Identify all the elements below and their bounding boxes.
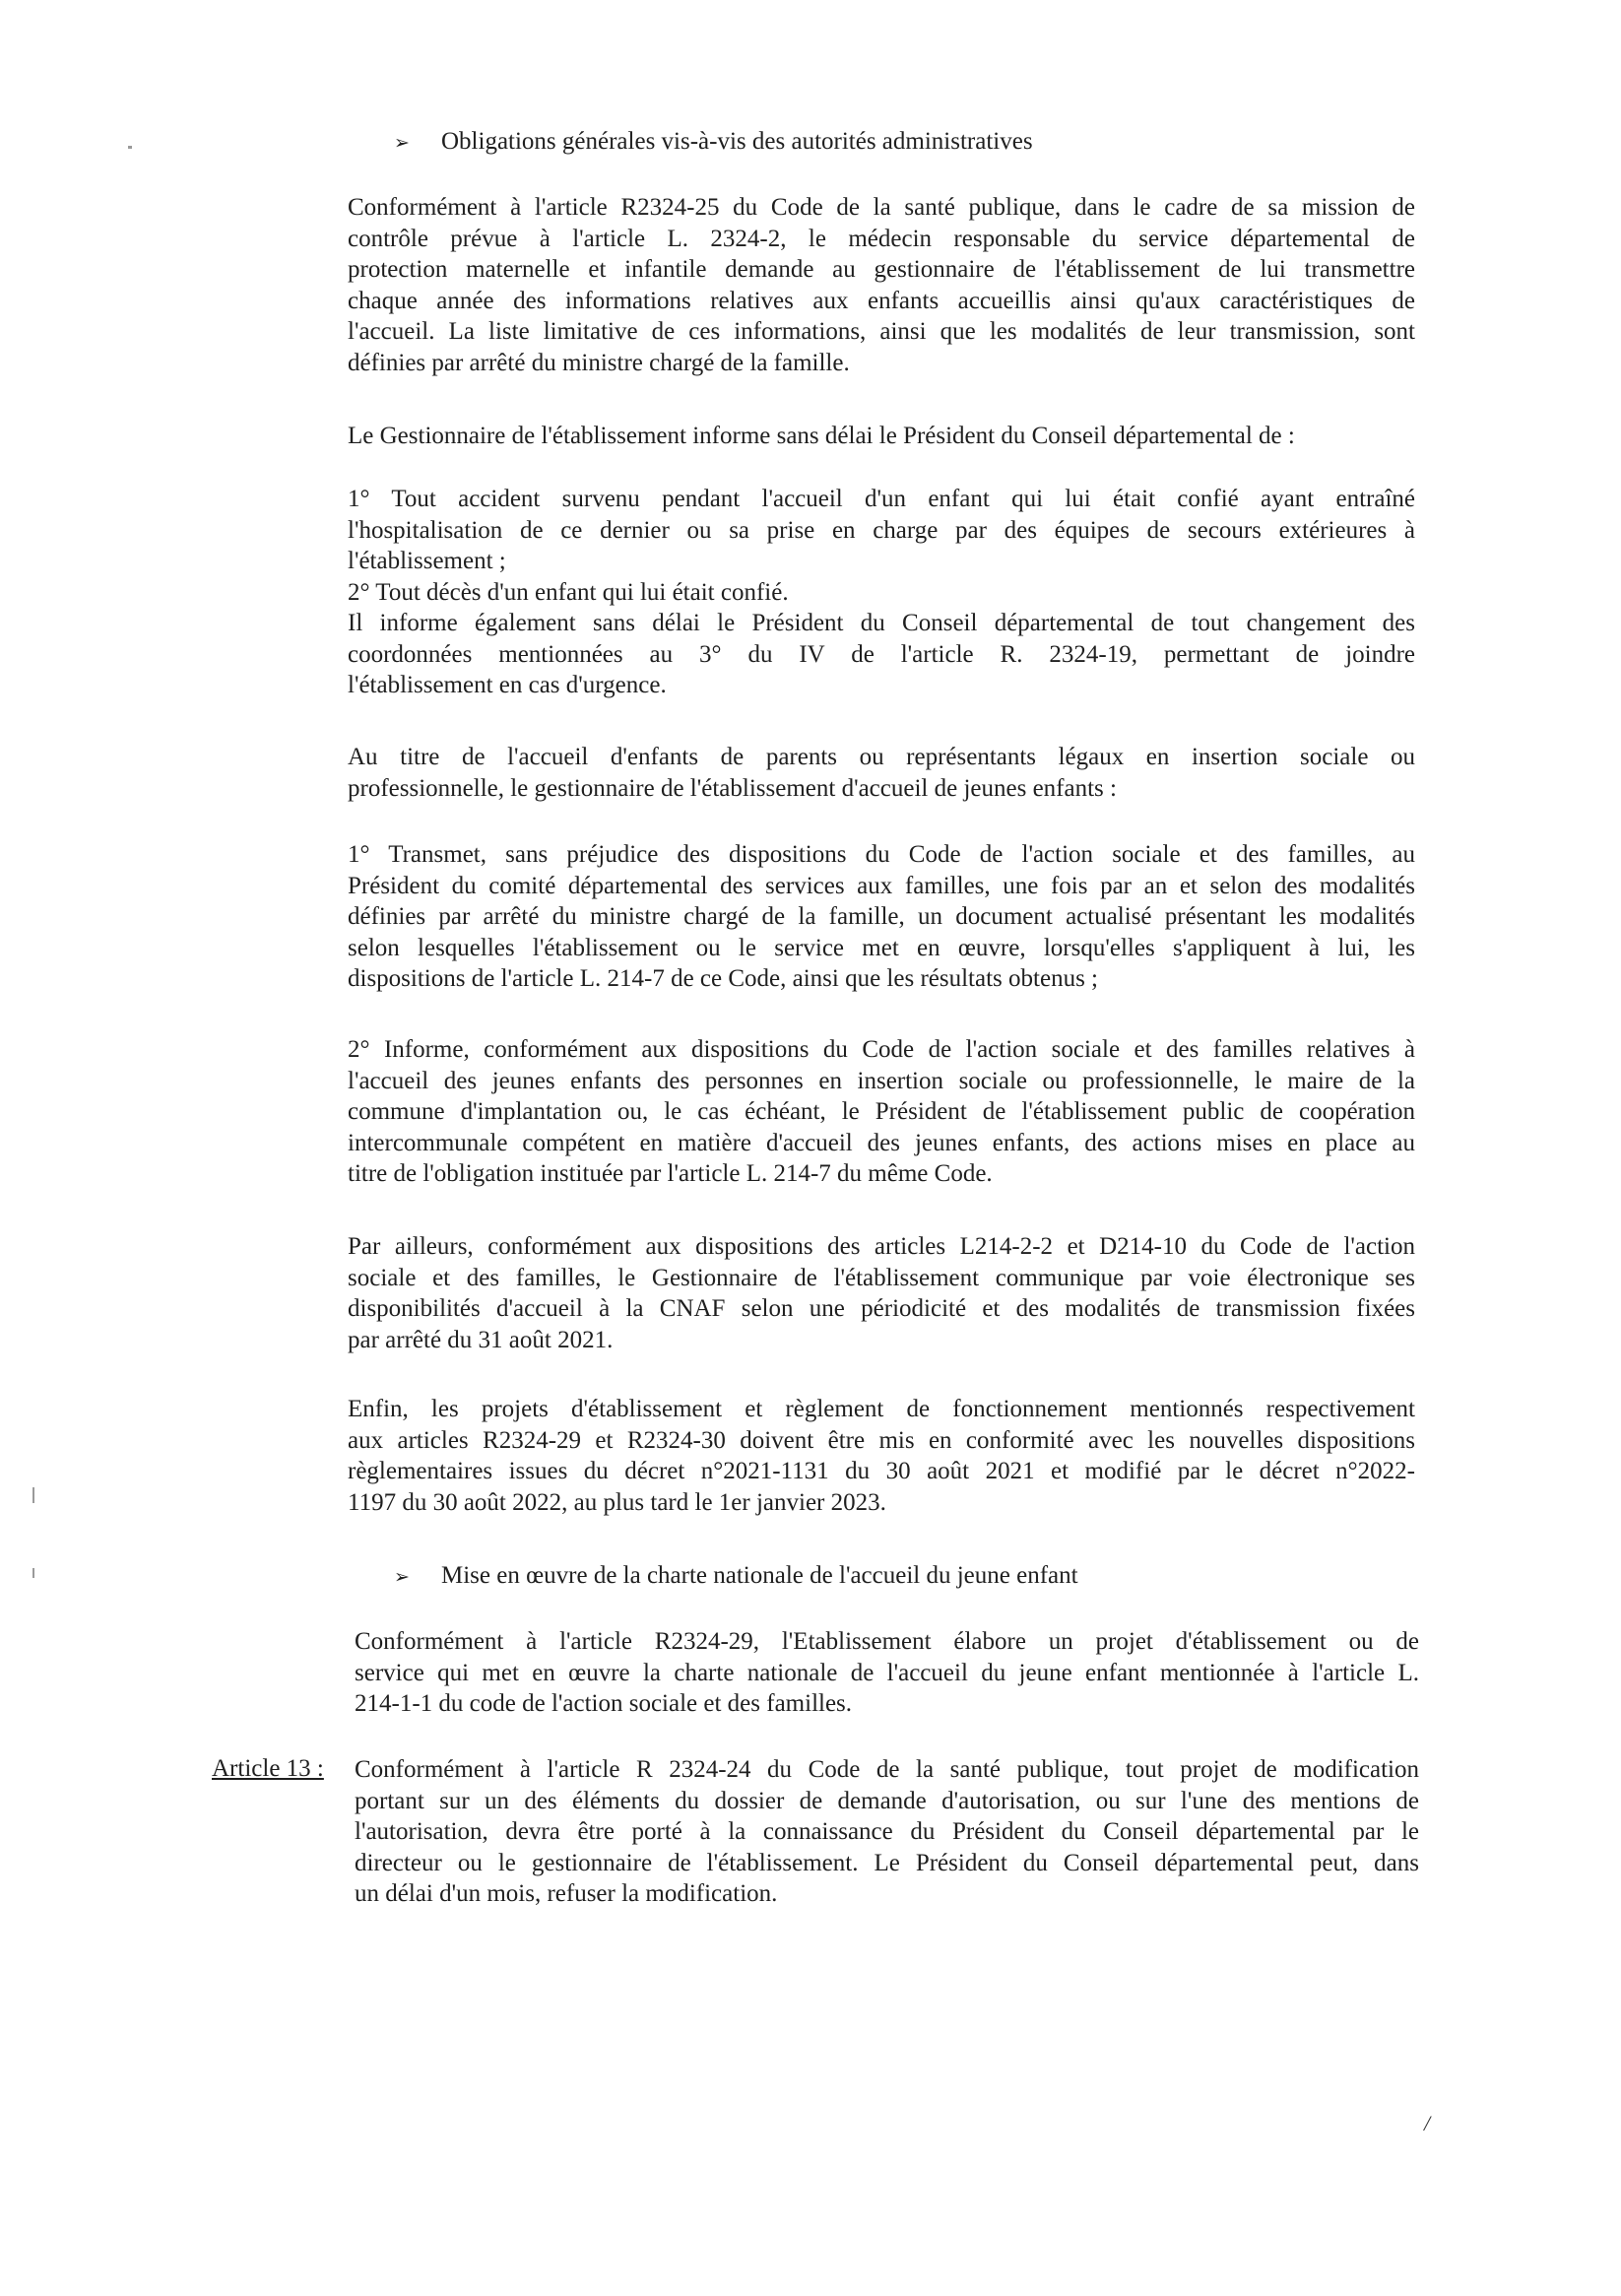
text-line: l'hospitalisation de ce dernier ou sa prise en charge par des équipes de secours extérieures à: [348, 516, 1415, 544]
text-line: l'accueil des jeunes enfants des personnes en insertion sociale ou professionnelle, le maire de la: [348, 1067, 1415, 1094]
paragraph-insertion-sociale: [348, 742, 1415, 804]
scan-speck: [128, 146, 132, 149]
text-line: Au titre de l'accueil d'enfants de parents ou représentants légaux en insertion sociale ou: [348, 744, 1415, 770]
text-line: par arrêté du 31 août 2021.: [348, 1326, 614, 1353]
text-line: aux articles R2324-29 et R2324-30 doivent être mis en conformité avec les nouvelles dispositions: [348, 1426, 1415, 1454]
text-line: 214-1-1 du code de l'action sociale et des familles.: [355, 1690, 853, 1717]
text-line: Le Gestionnaire de l'établissement informe sans délai le Président du Conseil départemental de :: [348, 423, 1295, 449]
text-line: sociale et des familles, le Gestionnaire de l'établissement communique par voie électronique ses: [348, 1264, 1415, 1291]
section-heading-obligations: [394, 126, 1033, 160]
article-13-label: Article 13 :: [212, 1755, 324, 1782]
text-line: Président du comité départemental des services aux familles, une fois par an et selon des modalités: [348, 872, 1415, 899]
text-line: dispositions de l'article L. 214-7 de ce Code, ainsi que les résultats obtenus ;: [348, 965, 1098, 992]
text-line: protection maternelle et infantile demande au gestionnaire de l'établissement de lui transmettre: [348, 256, 1415, 283]
text-line: l'autorisation, devra être porté à la connaissance du Président du Conseil départemental par le: [355, 1818, 1419, 1845]
text-line: chaque année des informations relatives aux enfants accueillis ainsi qu'aux caractéristiques de: [348, 287, 1415, 314]
heading-text: Obligations générales vis-à-vis des autorités administratives: [441, 128, 1033, 155]
text-line: Conformément à l'article R2324-29, l'Etablissement élabore un projet d'établissement ou de: [355, 1628, 1419, 1655]
text-line: 2° Tout décès d'un enfant qui lui était confié.: [348, 578, 789, 606]
arrowhead-bullet-icon: ➢: [394, 132, 410, 154]
text-line: Par ailleurs, conformément aux dispositions des articles L214-2-2 et D214-10 du Code de l'action: [348, 1233, 1415, 1260]
paragraph-mise-en-conformite: [348, 1394, 1415, 1518]
text-line: Enfin, les projets d'établissement et règlement de fonctionnement mentionnés respectivement: [348, 1396, 1415, 1422]
text-line: 1° Transmet, sans préjudice des dispositions du Code de l'action sociale et des familles, au: [348, 841, 1415, 868]
arrowhead-bullet-icon: ➢: [394, 1566, 410, 1588]
text-line: service qui met en œuvre la charte nationale de l'accueil du jeune enfant mentionnée à l'article L.: [355, 1659, 1419, 1686]
text-line: selon lesquelles l'établissement ou le service met en œuvre, lorsqu'elles s'appliquent à lui, les: [348, 934, 1415, 961]
paragraph-informe-maire: [348, 1034, 1415, 1190]
text-line: professionnelle, le gestionnaire de l'établissement d'accueil de jeunes enfants :: [348, 774, 1117, 802]
text-line: titre de l'obligation instituée par l'article L. 214-7 du même Code.: [348, 1160, 993, 1187]
text-line: Il informe également sans délai le Président du Conseil départemental de tout changement des: [348, 610, 1415, 636]
text-line: directeur ou le gestionnaire de l'établissement. Le Président du Conseil départemental peut, dans: [355, 1849, 1419, 1876]
paragraph-informe-president: [348, 421, 1415, 452]
text-line: 1° Tout accident survenu pendant l'accueil d'un enfant qui lui était confié ayant entraîné: [348, 486, 1415, 512]
text-line: 1197 du 30 août 2022, au plus tard le 1er janvier 2023.: [348, 1488, 886, 1516]
text-line: disponibilités d'accueil à la CNAF selon une périodicité et des modalités de transmission fixées: [348, 1295, 1415, 1322]
scan-speck: [32, 1487, 34, 1503]
text-line: l'établissement ;: [348, 548, 506, 574]
paragraph-obligations-transmission: [348, 192, 1415, 378]
text-line: 2° Informe, conformément aux dispositions du Code de l'action sociale et des familles relatives à: [348, 1036, 1415, 1063]
text-line: coordonnées mentionnées au 3° du IV de l'article R. 2324-19, permettant de joindre: [348, 640, 1415, 668]
text-line: intercommunale compétent en matière d'accueil des jeunes enfants, des actions mises en place au: [348, 1129, 1415, 1156]
text-line: règlementaires issues du décret n°2021-1131 du 30 août 2021 et modifié par le décret n°2022-: [348, 1458, 1415, 1484]
text-line: l'établissement en cas d'urgence.: [348, 672, 667, 698]
paragraph-charte: [355, 1626, 1419, 1720]
section-heading-charte: [394, 1560, 1078, 1594]
text-line: définies par arrêté du ministre chargé de la famille, un document actualisé présentant les modalités: [348, 903, 1415, 930]
text-line: commune d'implantation ou, le cas échéant, le Président de l'établissement public de coopération: [348, 1098, 1415, 1125]
page-mark: /: [1424, 2111, 1431, 2135]
scan-speck: [32, 1568, 34, 1578]
text-line: portant sur un des éléments du dossier de demande d'autorisation, ou sur l'une des mentions de: [355, 1787, 1419, 1814]
text-line: contrôle prévue à l'article L. 2324-2, le médecin responsable du service départemental de: [348, 225, 1415, 252]
article-13-body: [355, 1754, 1419, 1910]
heading-text: Mise en œuvre de la charte nationale de l'accueil du jeune enfant: [441, 1562, 1078, 1589]
paragraph-cnaf: [348, 1231, 1415, 1355]
paragraph-transmet: [348, 839, 1415, 995]
text-line: un délai d'un mois, refuser la modification.: [355, 1880, 778, 1907]
text-line: Conformément à l'article R 2324-24 du Code de la santé publique, tout projet de modification: [355, 1756, 1419, 1783]
text-line: définies par arrêté du ministre chargé de la famille.: [348, 349, 850, 376]
text-line: Conformément à l'article R2324-25 du Code de la santé publique, dans le cadre de sa mission de: [348, 194, 1415, 221]
text-line: l'accueil. La liste limitative de ces informations, ainsi que les modalités de leur transmission, sont: [348, 318, 1415, 345]
paragraph-accident-deces: [348, 484, 1415, 701]
